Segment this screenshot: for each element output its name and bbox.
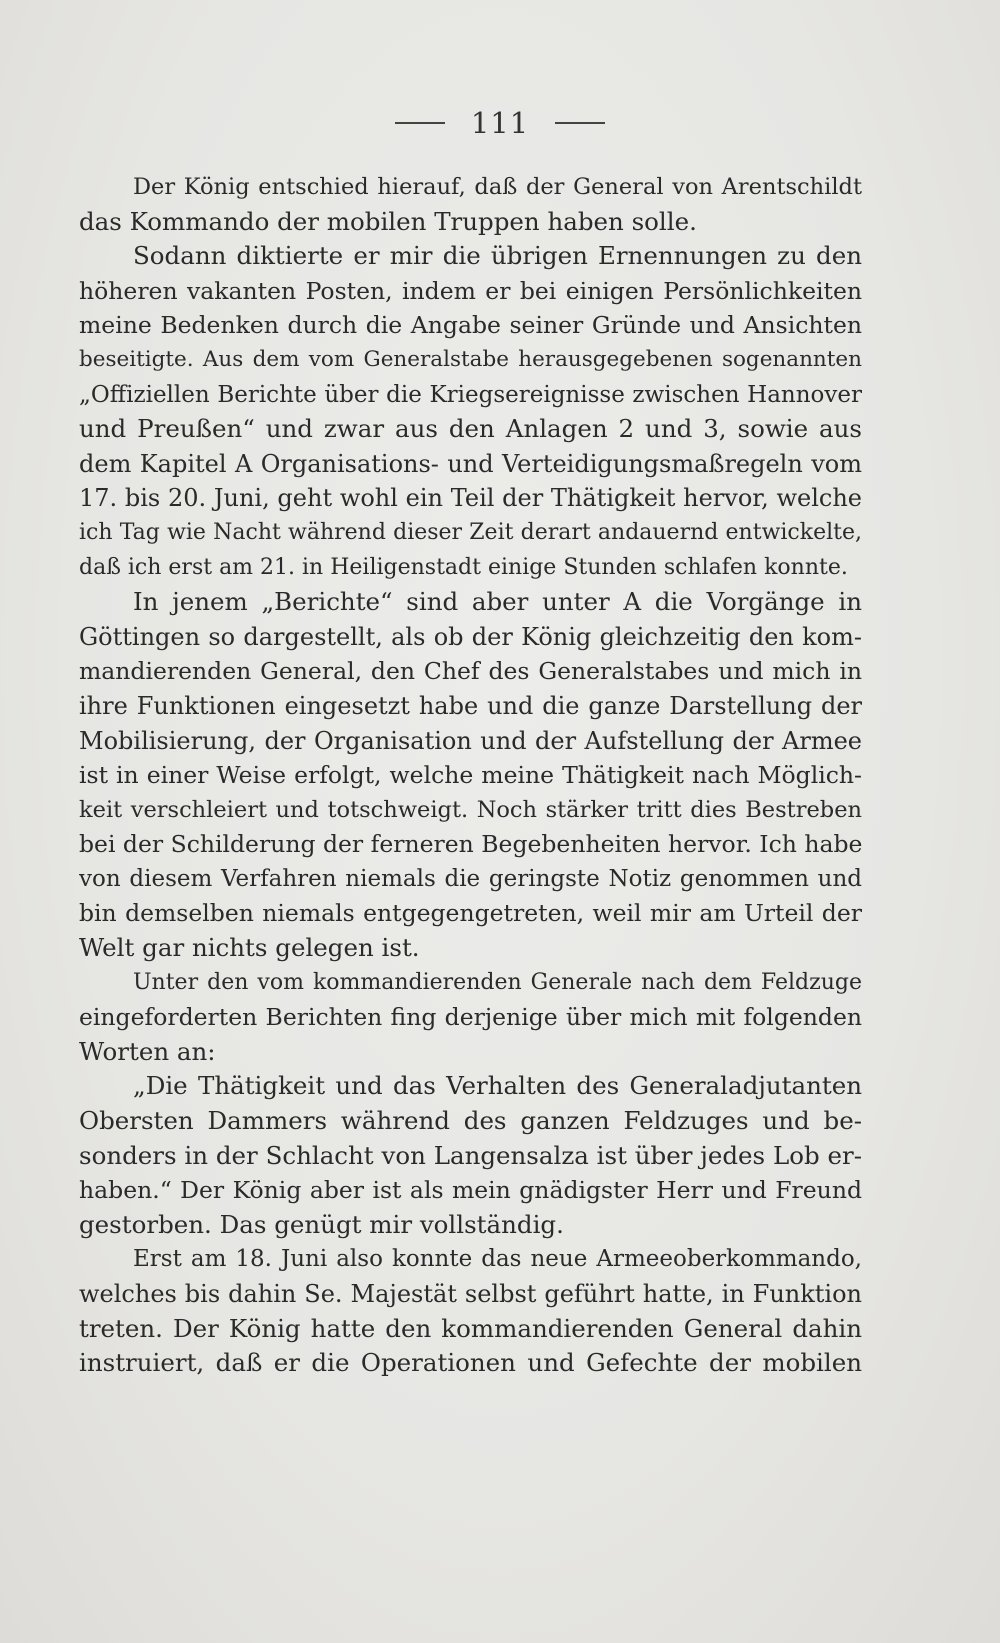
text-line: daß ich erst am 21. in Heiligenstadt einige Stunden schlafen konnte. — [79, 554, 848, 580]
text-line: bei der Schilderung der ferneren Begebenheiten hervor. Ich habe — [79, 830, 862, 859]
text-line: Welt gar nichts gelegen ist. — [79, 933, 420, 963]
text-line: Sodann diktierte er mir die übrigen Ernennungen zu den — [133, 241, 862, 271]
text-line: höheren vakanten Posten, indem er bei einigen Persönlichkeiten — [79, 276, 862, 305]
text-line: haben.“ Der König aber ist als mein gnädigster Herr und Freund — [79, 1176, 862, 1205]
text-line: „Die Thätigkeit und das Verhalten des Generaladjutanten — [133, 1071, 862, 1101]
text-line: Göttingen so dargestellt, als ob der König gleichzeitig den kom- — [79, 622, 862, 651]
text-line: 17. bis 20. Juni, geht wohl ein Teil der Thätigkeit hervor, welche — [79, 484, 862, 513]
text-line: Erst am 18. Juni also konnte das neue Armeeoberkommando, — [133, 1246, 862, 1273]
body-text — [79, 170, 862, 1381]
text-line: das Kommando der mobilen Truppen haben solle. — [79, 206, 697, 236]
text-line: keit verschleiert und totschweigt. Noch stärker tritt dies Bestreben — [79, 796, 862, 823]
text-line: von diesem Verfahren niemals die geringste Notiz genommen und — [79, 865, 862, 892]
text-line: dem Kapitel A Organisations- und Verteidigungsmaßregeln vom — [79, 449, 862, 478]
text-line: eingeforderten Berichten fing derjenige über mich mit folgenden — [79, 1003, 862, 1032]
header-dash-left — [395, 122, 445, 124]
text-line: Worten an: — [79, 1036, 216, 1066]
text-line: meine Bedenken durch die Angabe seiner Gründe und Ansichten — [79, 311, 862, 340]
page-header — [0, 106, 1000, 140]
text-line: bin demselben niemals entgegengetreten, weil mir am Urteil der — [79, 899, 862, 928]
text-line: ich Tag wie Nacht während dieser Zeit derart andauernd entwickelte, — [79, 519, 862, 545]
header-dash-right — [555, 122, 605, 124]
text-line: „Offiziellen Berichte über die Kriegsereignisse zwischen Hannover — [79, 381, 862, 408]
text-line: Mobilisierung, der Organisation und der Aufstellung der Armee — [79, 726, 862, 755]
text-line: instruiert, daß er die Operationen und Gefechte der mobilen — [79, 1348, 862, 1378]
text-line: Der König entschied hierauf, daß der General von Arentschildt — [133, 174, 862, 200]
text-line: ihre Funktionen eingesetzt habe und die ganze Darstellung der — [79, 691, 862, 720]
text-line: treten. Der König hatte den kommandierenden General dahin — [79, 1313, 862, 1343]
text-line: und Preußen“ und zwar aus den Anlagen 2 und 3, sowie aus — [79, 414, 862, 444]
text-line: ist in einer Weise erfolgt, welche meine Thätigkeit nach Möglich- — [79, 761, 862, 790]
text-line: beseitigte. Aus dem vom Generalstabe herausgegebenen sogenannten — [79, 346, 862, 372]
text-line: Unter den vom kommandierenden Generale nach dem Feldzuge — [133, 969, 862, 995]
text-line: welches bis dahin Se. Majestät selbst geführt hatte, in Funktion — [79, 1280, 862, 1308]
text-line: In jenem „Berichte“ sind aber unter A die Vorgänge in — [133, 587, 862, 617]
page-number: 111 — [470, 106, 530, 140]
text-line: gestorben. Das genügt mir vollständig. — [79, 1209, 564, 1239]
text-line: sonders in der Schlacht von Langensalza ist über jedes Lob er- — [79, 1140, 862, 1170]
text-line: Obersten Dammers während des ganzen Feldzuges und be- — [79, 1106, 862, 1136]
text-line: mandierenden General, den Chef des Generalstabes und mich in — [79, 657, 862, 686]
